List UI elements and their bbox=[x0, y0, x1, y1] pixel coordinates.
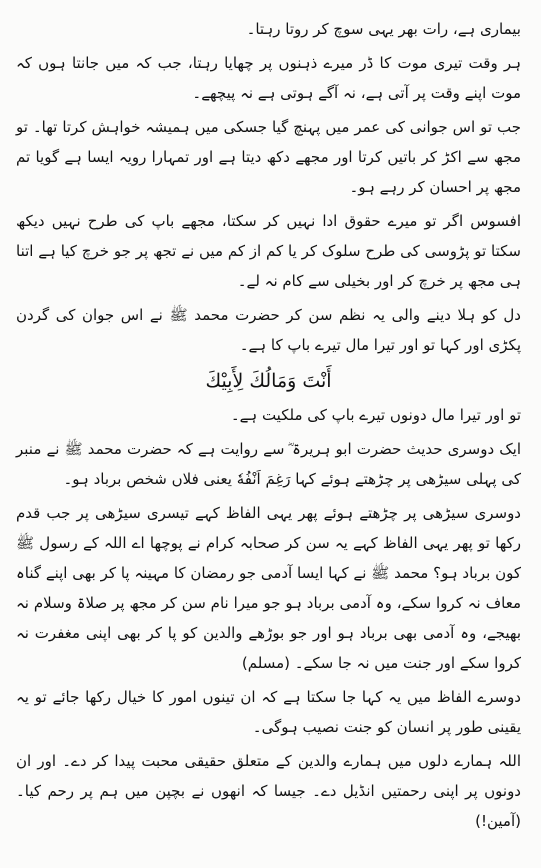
paragraph-4: افسوس اگر تو میرے حقوق ادا نہیں کر سکتا، مجھے باپ کی طرح نہیں دیکھ سکتا تو پڑوسی کی طرح سلوک کر یا کم از کم میں نے تجھ پر جو خرچ کیا ہے اتنا ہی مجھ پر خرچ کر اور بخیلی سے کام نہ لے۔ bbox=[16, 212, 521, 290]
paragraph-10: اللہ ہمارے دلوں میں ہمارے والدین کے متعلق حقیقی محبت پیدا کر دے۔ اور ان دونوں پر اپنی رحمتیں انڈیل دے۔ جیسا کہ انھوں نے بچپن میں ہم پر رحم کیا۔ (آمین!) bbox=[16, 752, 521, 830]
paragraph-9: دوسرے الفاظ میں یہ کہا جا سکتا ہے کہ ان تینوں امور کا خیال رکھا جائے تو یہ یقینی طور پر انسان کو جنت نصیب ہوگی۔ bbox=[16, 688, 521, 736]
paragraph-5: دل کو ہلا دینے والی یہ نظم سن کر حضرت محمد ﷺ نے اس جوان کی گردن پکڑی اور کہا تو اور تیرا مال تیرے باپ کا ہے۔ bbox=[16, 306, 521, 354]
paragraph-6: تو اور تیرا مال دونوں تیرے باپ کی ملکیت ہے۔ bbox=[230, 406, 521, 424]
paragraph-2: ہر وقت تیری موت کا ڈر میرے ذہنوں پر چھایا رہتا، جب کہ میں جانتا ہوں کہ موت اپنے وقت پر آتی ہے، نہ آگے ہوتی ہے نہ پیچھے۔ bbox=[16, 54, 521, 102]
arabic-phrase: أَنْتَ وَمَالُكَ لِأَبِيْكَ bbox=[205, 370, 332, 392]
paragraph-3: جب تو اس جوانی کی عمر میں پہنچ گیا جسکی میں ہمیشہ خواہش کرتا تھا۔ تو مجھ سے اکڑ کر باتیں کرتا اور مجھے دکھ دیتا ہے اور تمہارا رویہ ایسا ہے گویا تم مجھ پر احسان کر رہے ہو۔ bbox=[16, 118, 521, 196]
paragraph-7: ایک دوسری حدیث حضرت ابو ہریرۃ ؓ سے روایت ہے کہ حضرت محمد ﷺ نے منبر کی پہلی سیڑھی پر چڑھتے ہوئے کہا رَغِمَ اَنْفُهٗ یعنی فلاں شخص برباد ہو۔ bbox=[16, 440, 521, 488]
paragraph-8: دوسری سیڑھی پر چڑھتے ہوئے پھر یہی الفاظ کہے تیسری سیڑھی پر جب قدم رکھا تو پھر یہی الفاظ کہے یہ سن کر صحابہ کرام نے پوچھا اے اللہ کے رسول ﷺ کون برباد ہو؟ محمد ﷺ نے کہا ایسا آدمی جو رمضان کا مہینہ پا کر بھی اپنے گناہ معاف نہ کروا سکے، وہ آدمی برباد ہو جو میرا نام سن کر مجھ پر صلاۃ وسلام نہ بھیجے، وہ آدمی بھی برباد ہو اور جو بوڑھے والدین کو پا کر بھی اپنی مغفرت نہ کروا سکے اور جنت میں نہ جا سکے۔ (مسلم) bbox=[16, 504, 521, 672]
paragraph-1: بیماری ہے، رات بھر یہی سوچ کر روتا رہتا۔ bbox=[246, 20, 521, 38]
